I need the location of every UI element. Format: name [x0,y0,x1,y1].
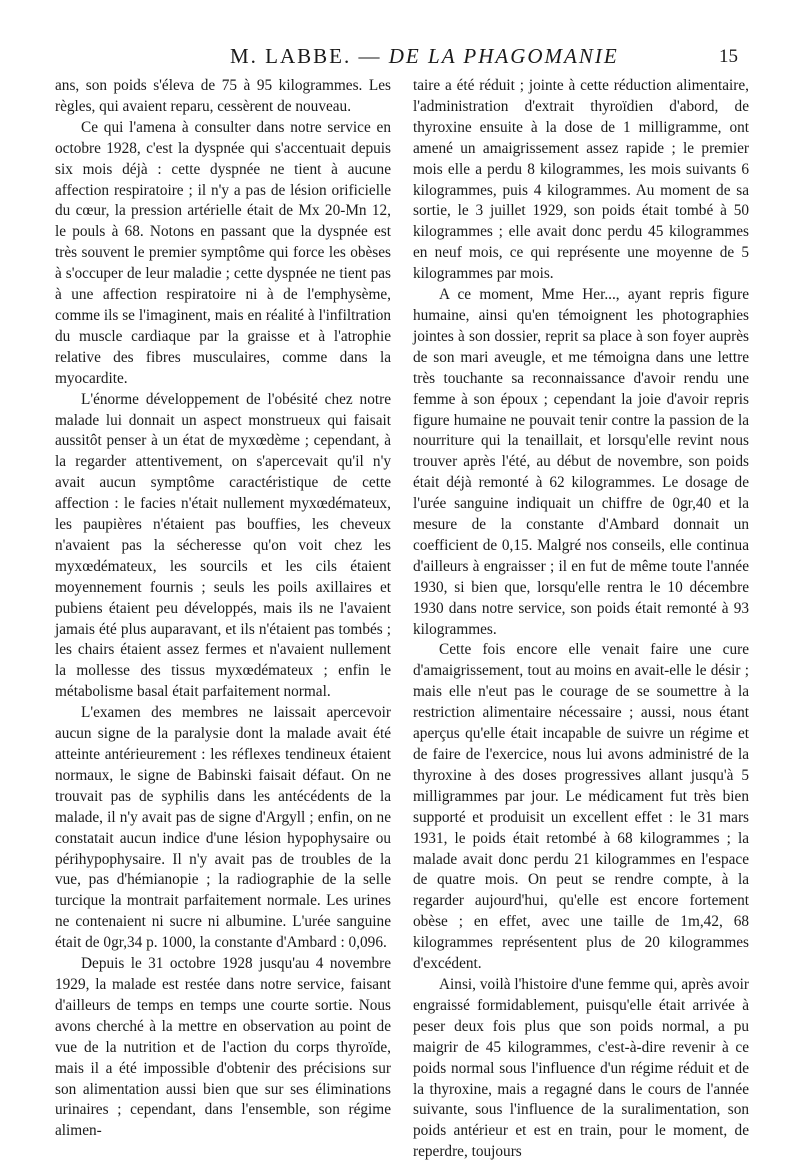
right-column [413,76,749,1163]
paragraph: Cette fois encore elle venait faire une cure d'amaigrissement, tout au moins en avait-elle le désir ; mais elle n'eut pas le courage de se soumettre à la restriction alimentaire nécessaire ; aussi, nous étant aperçus qu'elle était incapable de suivre un régime et de faire de l'exercice, nous lui avons administré de la thyroxine à des doses progressives allant jusqu'à 5 milligrammes par jour. Le médicament fut très bien supporté et produisit un excellent effet : le 31 mars 1931, le poids était retombé à 68 kilogrammes ; la malade avait donc perdu 21 kilogrammes en l'espace de quatre mois. On peut se rendre compte, à la regarder aujourd'hui, qu'elle est encore fortement obèse ; en effet, avec une taille de 1m,42, 68 kilogrammes représentent plus de 20 kilogrammes d'excédent. [413,641,749,973]
paragraph: taire a été réduit ; jointe à cette réduction alimentaire, l'administration d'extrait thyroïdien d'abord, de thyroxine ensuite à la dose de 1 milligramme, ont amené un amaigrissement assez rapide ; le premier mois elle a perdu 8 kilogrammes, les mois suivants 6 kilogrammes, puis 4 kilogrammes. Au moment de sa sortie, le 3 juillet 1929, son poids était tombé à 50 kilogrammes ; elle avait donc perdu 45 kilogrammes en neuf mois, ce qui représente une moyenne de 5 kilogrammes par mois. [413,77,749,283]
paragraph: ans, son poids s'éleva de 75 à 95 kilogrammes. Les règles, qui avaient reparu, cessèrent de nouveau. [55,77,391,115]
paragraph: L'examen des membres ne laissait apercevoir aucun signe de la paralysie dont la malade avait été atteinte antérieurement : les réflexes tendineux étaient normaux, le signe de Babinski faisait défaut. On ne trouvait pas de syphilis dans les antécédents de la malade, il n'y avait pas de signe d'Argyll ; enfin, on ne constatait aucun indice d'une lésion hypophysaire ou périhypophysaire. Il n'y avait pas de troubles de la vue, pas d'hémianopie ; la radiographie de la selle turcique la montrait parfaitement normale. Les urines ne contenaient ni sucre ni albumine. L'urée sanguine était de 0gr,34 p. 1000, la constante d'Ambard : 0,096. [55,704,391,952]
paragraph: A ce moment, Mme Her..., ayant repris figure humaine, ainsi qu'en témoignent les photographies jointes à son dossier, reprit sa place à son foyer auprès de son mari aveugle, et me témoigna dans une lettre très touchante sa reconnaissance d'avoir rendu une femme à son époux ; cependant la joie d'avoir repris figure humaine ne pouvait tenir contre la passion de la nourriture qui la tenaillait, et lorsqu'elle revint nous trouver après l'été, au début de novembre, son poids était déjà remonté à 62 kilogrammes. Le dosage de l'urée sanguine indiquait un chiffre de 0gr,40 et la mesure de la constante d'Ambard donnait un coefficient de 0,15. Malgré nos conseils, elle continua d'ailleurs à engraisser ; il en fut de même toute l'année 1930, si bien que, lorsqu'elle rentra le 10 décembre 1930 dans notre service, son poids était remonté à 93 kilogrammes. [413,286,749,638]
left-column [55,76,391,1142]
header-author: M. LABBE. [230,44,352,68]
header-separator: — [358,44,382,68]
paragraph: Ainsi, voilà l'histoire d'une femme qui, après avoir engraissé formidablement, puisqu'elle était arrivée à peser deux fois plus que son poids normal, a pu maigrir de 45 kilogrammes, c'est-à-dire revenir à ce poids normal sous l'influence d'un régime réduit et de la thyroxine, mais a regagné dans le cours de l'année suivante, sous l'influence de la suralimentation, son poids antérieur et est en train, pour le moment, de reperdre, toujours [413,975,749,1161]
running-title [230,44,619,69]
paragraph: L'énorme développement de l'obésité chez notre malade lui donnait un aspect monstrueux qui faisait aussitôt penser à un état de myxœdème ; cependant, à la regarder attentivement, on s'apercevait qu'il n'y avait aucun symptôme caractéristique de cette affection : le facies n'était nullement myxœdémateux, les paupières n'étaient pas bouffies, les cheveux n'avaient pas la sécheresse qu'on voit chez les myxœdémateux, les sourcils et les cils étaient moyennement fournis ; seuls les poils axillaires et pubiens étaient peu développés, mais ils ne l'avaient jamais été plus auparavant, et ils n'étaient pas tombés ; les chairs étaient assez fermes et n'avaient nullement la mollesse des tissus myxœdémateux ; enfin le métabolisme basal était parfaitement normal. [55,390,391,701]
page-number: 15 [719,46,738,67]
paragraph: Ce qui l'amena à consulter dans notre service en octobre 1928, c'est la dyspnée qui s'accentuait depuis six mois déjà : cette dyspnée ne tient à aucune affection respiratoire ; il n'y a pas de lésion orificielle du cœur, la pression artérielle était de Mx 20-Mn 12, le pouls à 68. Notons en passant que la dyspnée est très souvent le premier symptôme qui force les obèses à s'occuper de leur maladie ; cette dyspnée ne tient pas à une affection respiratoire ni à de l'emphysème, comme ils se l'imaginent, mais en réalité à l'infiltration du muscle cardiaque par la graisse et à l'atrophie relative des fibres musculaires, comme dans la myocardite. [55,118,391,387]
running-header [0,44,800,74]
paragraph: Depuis le 31 octobre 1928 jusqu'au 4 novembre 1929, la malade est restée dans notre service, faisant d'ailleurs de temps en temps une courte sortie. Nous avons cherché à la mettre en observation au point de vue de la nutrition et de l'action du corps thyroïde, mais il a été impossible d'obtenir des précisions sur son alimentation aussi bien que sur ses éliminations urinaires ; cependant, dans l'ensemble, son régime alimen- [55,955,391,1140]
header-title: DE LA PHAGOMANIE [388,44,619,68]
